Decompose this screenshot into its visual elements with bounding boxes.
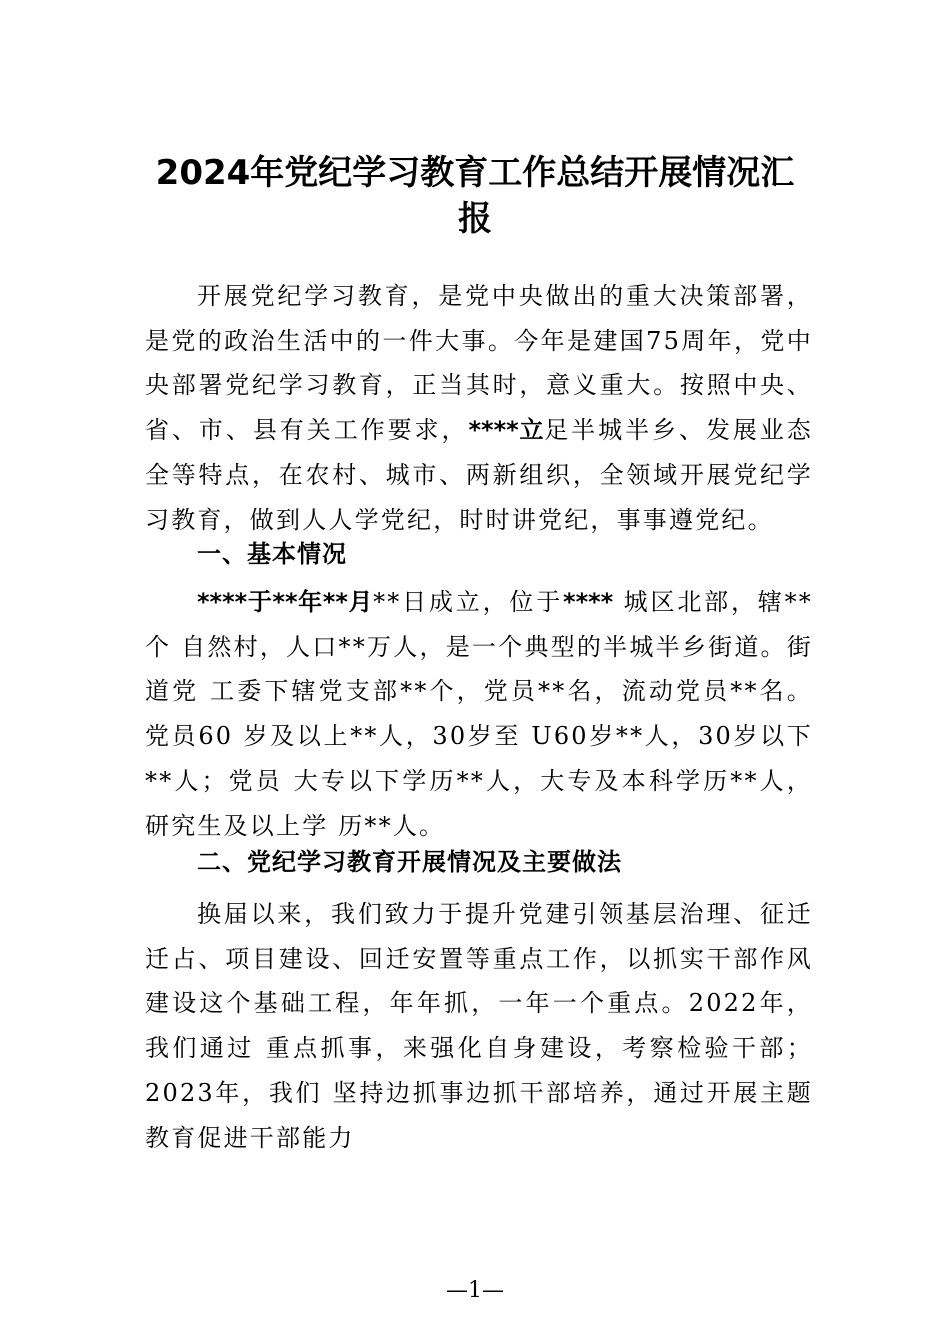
title-line-2: 报	[458, 199, 492, 239]
intro-bold-text: ****立	[468, 416, 545, 445]
title-line-1: 2024年党纪学习教育工作总结开展情况汇	[155, 153, 795, 193]
intro-text-rest: 足半城半乡、发展业态全等特点，在农村、城市、两新组织，全领域开展党纪学习教育，做到人人学党纪，时时讲党纪，事事遵党纪。	[145, 416, 814, 534]
basic-info-text-rest: 城区北部，辖**个 自然村，人口**万人，是一个典型的半城半乡街道。街道党 工委下辖党支部**个，党员**名，流动党员**名。党员60 岁及以上**人，30岁至 U60岁**人，30岁以下**人；党员 大专以下学历**人，大专及本科学历**人，研究生及以上学 历**人。	[145, 588, 813, 840]
section-heading-practices: 二、党纪学习教育开展情况及主要做法	[197, 848, 622, 876]
basic-info-bold-text-2: ****	[563, 588, 614, 616]
practices-paragraph: 换届以来，我们致力于提升党建引领基层治理、征迁迁占、项目建设、回迁安置等重点工作，以抓实干部作风建设这个基础工程，年年抓，一年一个重点。2022年，我们通过 重点抓事，来强化自身建设，考察检验干部；2023年，我们 坚持边抓事边抓干部培养，通过开展主题教育促进干部能力	[145, 900, 813, 1152]
basic-info-text: **日成立，位于	[373, 588, 564, 616]
basic-info-bold-text: ****于**年**月	[197, 588, 374, 616]
intro-text: 开展党纪学习教育，是党中央做出的重大决策部署，是党的政治生活中的一件大事。今年是建国75周年，党中央部署党纪学习教育，正当其时，意义重大。按照中央、省、市、县有关工作要求，	[145, 282, 813, 445]
document-title	[140, 150, 810, 242]
section-heading-basic-info: 一、基本情况	[197, 540, 347, 568]
intro-paragraph	[145, 274, 813, 542]
basic-info-paragraph	[145, 580, 813, 848]
page-number: —1—	[446, 1278, 504, 1303]
